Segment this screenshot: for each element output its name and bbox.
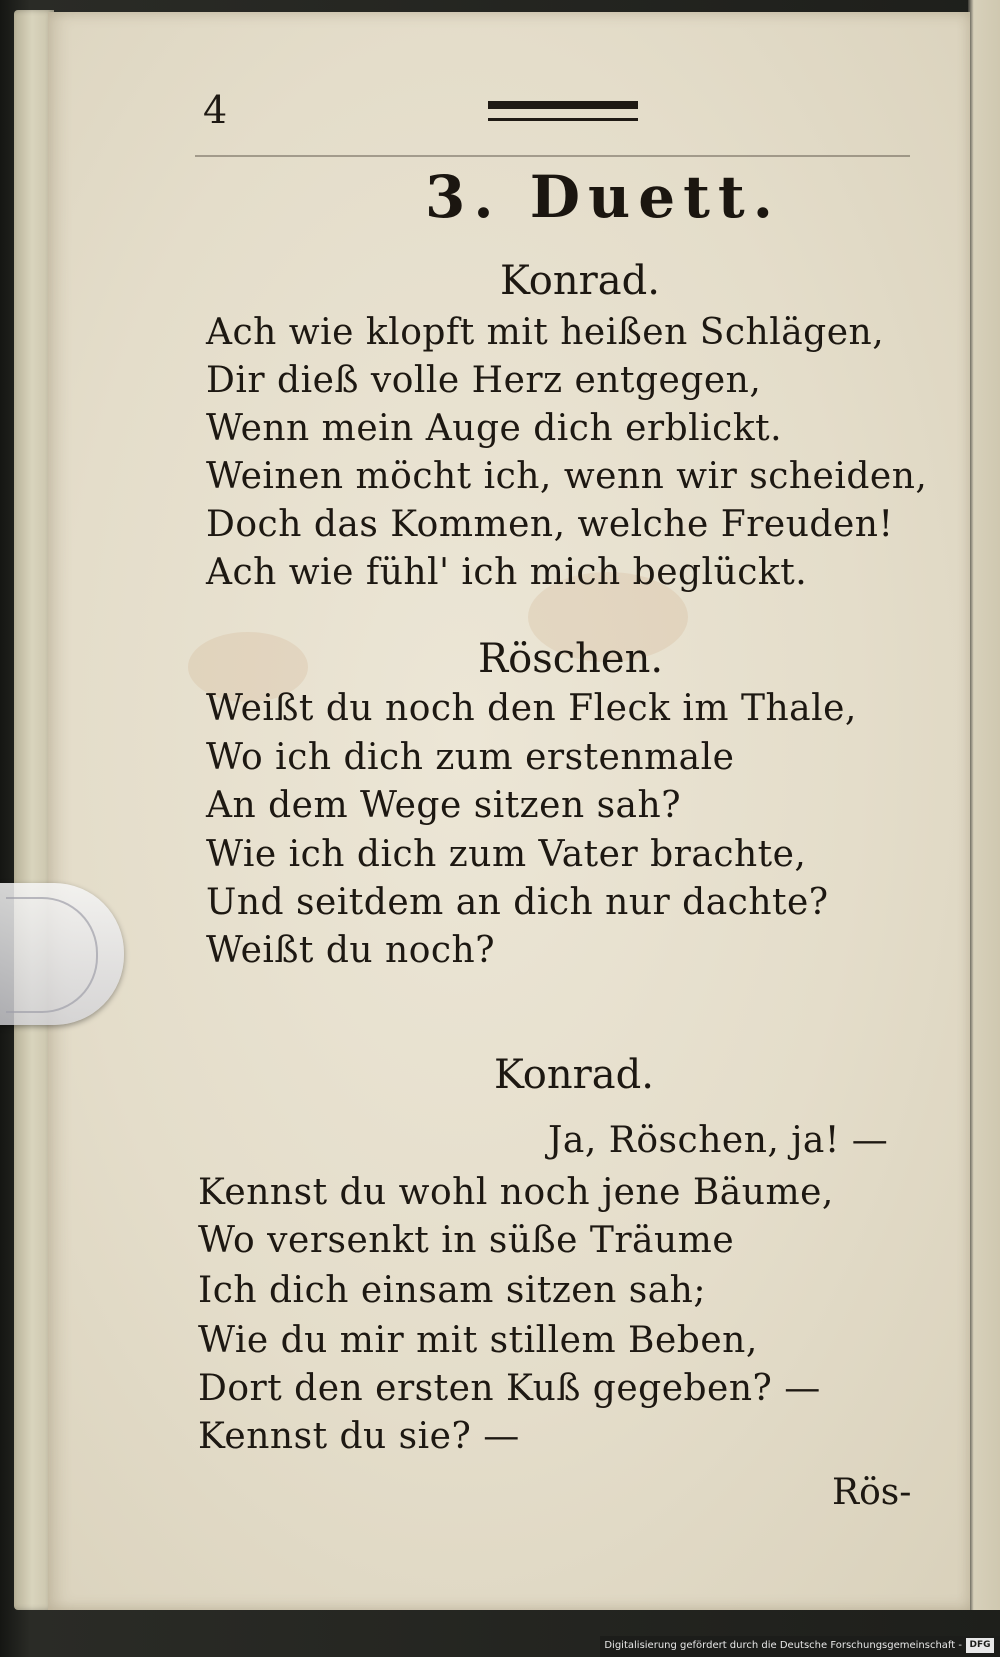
- verse-line: Dort den ersten Kuß gegeben? —: [198, 1368, 821, 1409]
- ornamental-rule: [488, 101, 638, 109]
- verse-line: Ich dich einsam sitzen sah;: [198, 1270, 706, 1311]
- verse-line: Und seitdem an dich nur dachte?: [206, 882, 829, 923]
- dfg-logo-icon: DFG: [966, 1638, 994, 1653]
- verse-line: Kennst du wohl noch jene Bäume,: [198, 1172, 834, 1213]
- page-number: 4: [203, 88, 228, 132]
- verse-line: Ach wie fühl' ich mich beglückt.: [206, 552, 808, 593]
- verse-line: Weißt du noch den Fleck im Thale,: [206, 688, 857, 729]
- ornamental-rule-thin: [488, 118, 638, 121]
- verse-line: Ja, Röschen, ja! —: [548, 1120, 889, 1161]
- verse-line: Ach wie klopft mit heißen Schlägen,: [206, 312, 885, 353]
- speaker-name: Konrad.: [500, 258, 660, 304]
- verse-line: Weißt du noch?: [206, 930, 496, 971]
- verse-line: Wie ich dich zum Vater brachte,: [206, 834, 807, 875]
- header-rule: [195, 155, 910, 157]
- speaker-name: Röschen.: [478, 636, 664, 682]
- verse-line: Doch das Kommen, welche Freuden!: [206, 504, 894, 545]
- page-title: 3. Duett.: [425, 163, 781, 231]
- verse-line: Wie du mir mit stillem Beben,: [198, 1320, 758, 1361]
- catchword: Rös-: [832, 1472, 912, 1513]
- verse-line: Wo versenkt in süße Träume: [198, 1220, 735, 1261]
- verse-line: Dir dieß volle Herz entgegen,: [206, 360, 762, 401]
- verse-line: Weinen möcht ich, wenn wir scheiden,: [206, 456, 928, 497]
- footer-credit: Digitalisierung gefördert durch die Deutsche Forschungsgemeinschaft -: [604, 1640, 962, 1651]
- verse-line: Wenn mein Auge dich erblickt.: [206, 408, 783, 449]
- verse-line: An dem Wege sitzen sah?: [206, 785, 681, 826]
- facing-page-edge: [968, 0, 1000, 1610]
- verse-line: Kennst du sie? —: [198, 1416, 520, 1457]
- verse-line: Wo ich dich zum erstenmale: [206, 737, 735, 778]
- speaker-name: Konrad.: [494, 1052, 654, 1098]
